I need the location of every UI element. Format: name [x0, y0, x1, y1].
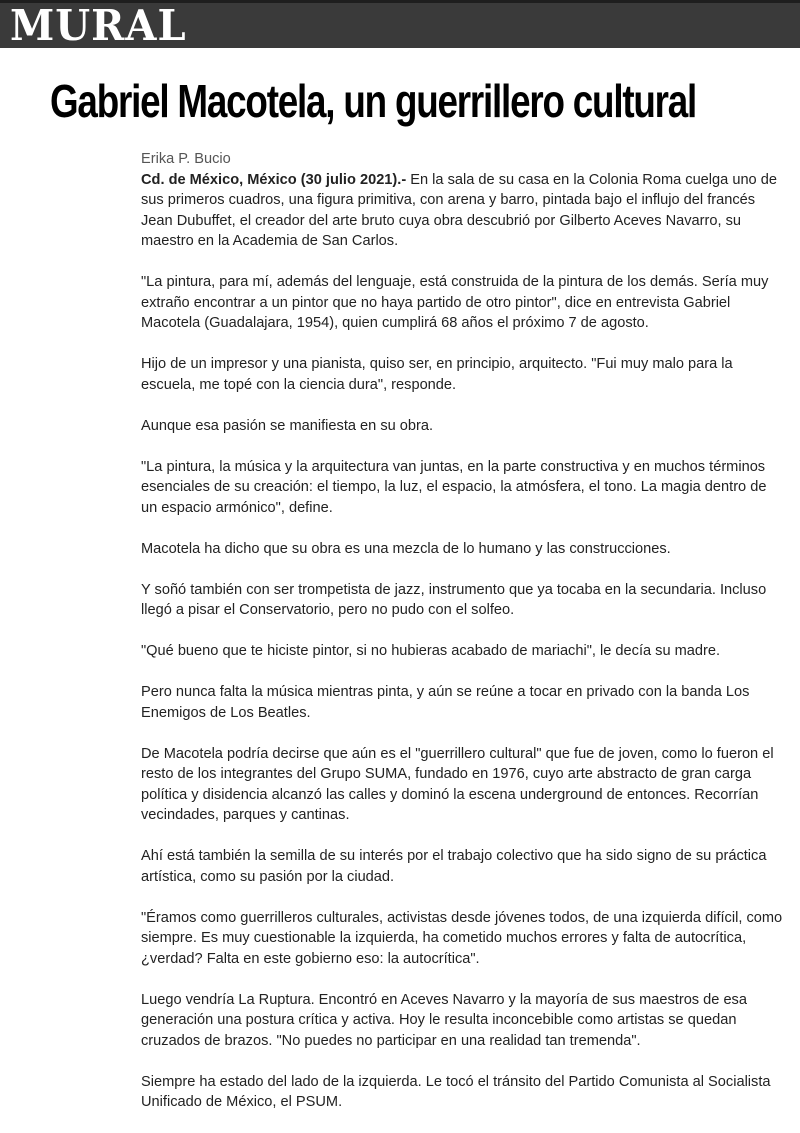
- article-paragraph: "La pintura, la música y la arquitectura van juntas, en la parte constructiva y en muchos términos esenciales de su creación: el tiempo, la luz, el espacio, la atmósfera, el tono. La magia dentro de un espacio armónico", define.: [141, 458, 767, 516]
- article-paragraph: Ahí está también la semilla de su interés por el trabajo colectivo que ha sido signo de su práctica artística, como su pasión por la ciudad.: [141, 848, 767, 885]
- article-paragraph: "Éramos como guerrilleros culturales, activistas desde jóvenes todos, de una izquierda difícil, como siempre. Es muy cuestionable la izquierda, ha cometido muchos errores y falta de autocrítica, ¿verdad? Falta en este gobierno eso: la autocrítica".: [141, 909, 783, 967]
- article-paragraph: Hijo de un impresor y una pianista, quiso ser, en principio, arquitecto. "Fui muy malo para la escuela, me topé con la ciencia dura", responde.: [141, 356, 733, 393]
- site-header: [0, 0, 800, 51]
- article-body: [141, 149, 786, 1133]
- mural-logo[interactable]: MURAL: [10, 0, 187, 51]
- article-paragraph: Siempre ha estado del lado de la izquierda. Le tocó el tránsito del Partido Comunista al Socialista Unificado de México, el PSUM.: [141, 1073, 771, 1110]
- article-paragraph: "Qué bueno que te hiciste pintor, si no hubieras acabado de mariachi", le decía su madre.: [141, 643, 721, 659]
- article-paragraph: Pero nunca falta la música mientras pinta, y aún se reúne a tocar en privado con la banda Los Enemigos de Los Beatles.: [141, 684, 750, 721]
- article-paragraph: Luego vendría La Ruptura. Encontró en Aceves Navarro y la mayoría de sus maestros de esa generación una postura crítica y activa. Hoy le resulta inconcebible como artistas se quedan cruzados de brazos. "No puedes no participar en una realidad tan tremenda".: [141, 991, 747, 1049]
- article-lead-text: En la sala de su casa en la Colonia Roma cuelga uno de sus primeros cuadros, una figura primitiva, con arena y barro, pintada bajo el influjo del francés Jean Dubuffet, el creador del arte bruto cuya obra descubrió por Gilberto Aceves Navarro, su maestro en la Academia de San Carlos.: [141, 171, 777, 249]
- article-paragraph: "La pintura, para mí, además del lenguaje, está construida de la pintura de los demás. Sería muy extraño encontrar a un pintor que no haya partido de otro pintor", dice en entrevista Gabriel Macotela (Guadalajara, 1954), quien cumplirá 68 años el próximo 7 de agosto.: [141, 274, 769, 331]
- article-headline: Gabriel Macotela, un guerrillero cultural: [50, 75, 697, 127]
- article-paragraph: Macotela ha dicho que su obra es una mezcla de lo humano y las construcciones.: [141, 540, 671, 557]
- article-paragraph: Y soñó también con ser trompetista de jazz, instrumento que ya tocaba en la secundaria. Incluso llegó a pisar el Conservatorio, pero no pudo con el solfeo.: [141, 581, 767, 618]
- article-dateline: Cd. de México, México (30 julio 2021).-: [141, 171, 407, 188]
- article-paragraph: De Macotela podría decirse que aún es el "guerrillero cultural" que fue de joven, como lo fueron el resto de los integrantes del Grupo SUMA, fundado en 1976, cuyo arte abstracto de gran carga política y disidencia alcanzó las calles y dominó la escena underground de entonces. Recorrían vecindades, parques y cantinas.: [141, 745, 774, 823]
- article-paragraph: Aunque esa pasión se manifiesta en su obra.: [141, 417, 434, 434]
- article-byline: Erika P. Bucio: [141, 151, 231, 167]
- article-lead-paragraph: [141, 170, 786, 252]
